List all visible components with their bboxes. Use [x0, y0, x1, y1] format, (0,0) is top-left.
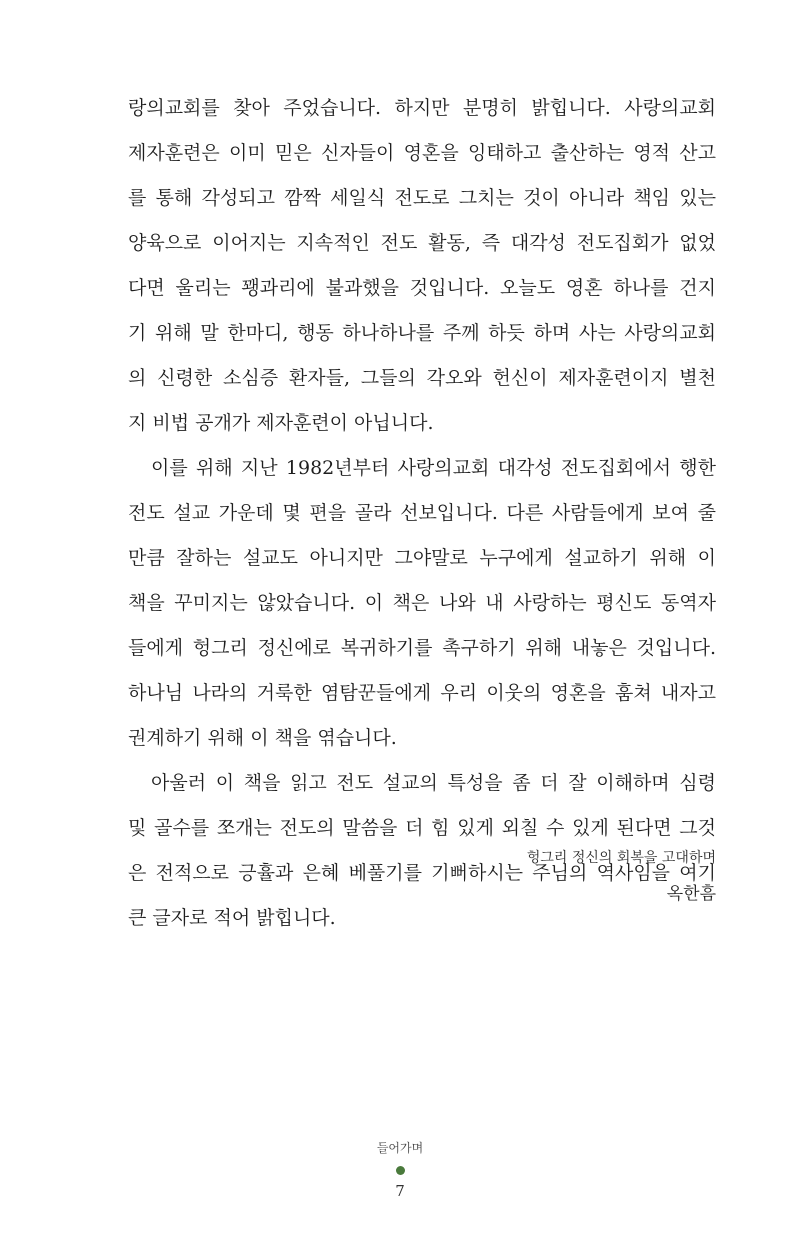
body-line: 다면 울리는 꽹과리에 불과했을 것입니다. 오늘도 영혼 하나를 건지	[128, 277, 716, 299]
body-line: 양육으로 이어지는 지속적인 전도 활동, 즉 대각성 전도집회가 없었	[128, 232, 716, 254]
body-line: 를 통해 각성되고 깜짝 세일식 전도로 그치는 것이 아니라 책임 있는	[128, 187, 716, 209]
body-line: 권계하기 위해 이 책을 엮습니다.	[128, 727, 397, 749]
page-number: 7	[395, 1182, 405, 1200]
author-name: 옥한흠	[666, 884, 716, 904]
body-line: 제자훈련은 이미 믿은 신자들이 영혼을 잉태하고 출산하는 영적 산고	[128, 142, 716, 164]
body-line: 책을 꾸미지는 않았습니다. 이 책은 나와 내 사랑하는 평신도 동역자	[128, 592, 716, 614]
body-line: 은 전적으로 긍휼과 은혜 베풀기를 기뻐하시는 주님의 역사임을 여기	[128, 862, 716, 884]
body-line: 전도 설교 가운데 몇 편을 골라 선보입니다. 다른 사람들에게 보여 줄	[128, 502, 716, 524]
body-line: 이를 위해 지난 1982년부터 사랑의교회 대각성 전도집회에서 행한	[151, 457, 716, 479]
body-line: 들에게 헝그리 정신에로 복귀하기를 촉구하기 위해 내놓은 것입니다.	[128, 637, 716, 659]
body-line: 지 비법 공개가 제자훈련이 아닙니다.	[128, 412, 434, 434]
body-line: 아울러 이 책을 읽고 전도 설교의 특성을 좀 더 잘 이해하며 심령	[151, 772, 716, 794]
dedication-line: 헝그리 정신의 회복을 고대하며	[526, 850, 716, 866]
body-line: 의 신령한 소심증 환자들, 그들의 각오와 헌신이 제자훈련이지 별천	[128, 367, 716, 389]
body-text	[128, 86, 716, 941]
body-line: 기 위해 말 한마디, 행동 하나하나를 주께 하듯 하며 사는 사랑의교회	[128, 322, 716, 344]
body-line: 만큼 잘하는 설교도 아니지만 그야말로 누구에게 설교하기 위해 이	[128, 547, 716, 569]
green-dot-icon	[396, 1166, 405, 1175]
body-line: 및 골수를 쪼개는 전도의 말씀을 더 힘 있게 외칠 수 있게 된다면 그것	[128, 817, 716, 839]
page-footer	[0, 1140, 800, 1201]
body-line: 큰 글자로 적어 밝힙니다.	[128, 907, 336, 929]
body-line: 랑의교회를 찾아 주었습니다. 하지만 분명히 밝힙니다. 사랑의교회	[128, 97, 716, 119]
body-line: 하나님 나라의 거룩한 염탐꾼들에게 우리 이웃의 영혼을 훔쳐 내자고	[128, 682, 716, 704]
section-title: 들어가며	[376, 1141, 424, 1155]
closing-signature	[527, 848, 716, 906]
